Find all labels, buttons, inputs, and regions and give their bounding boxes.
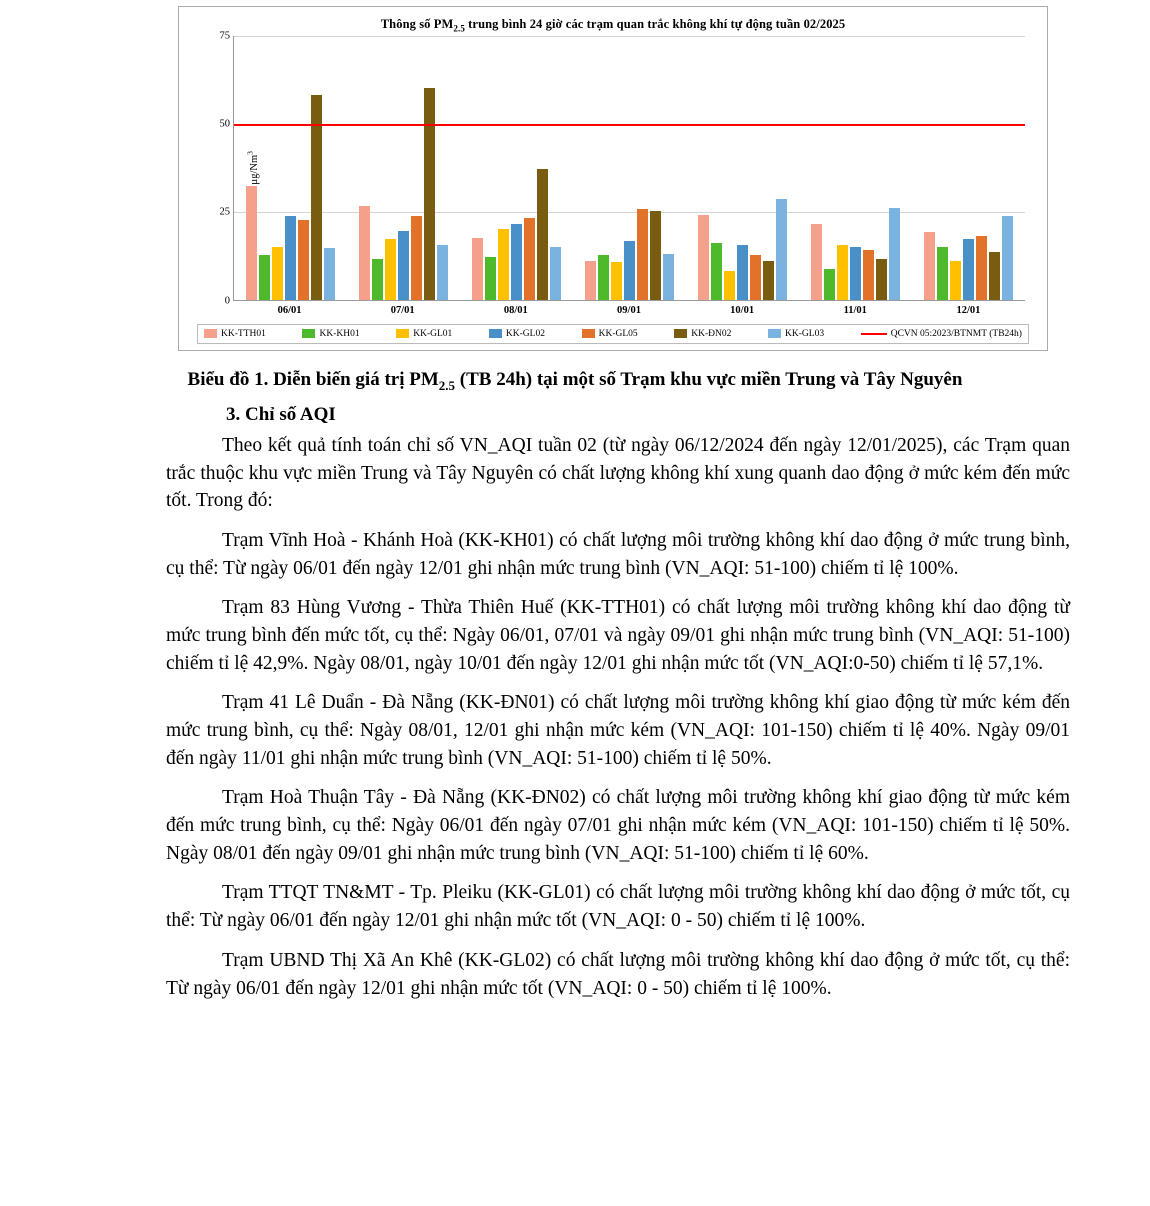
y-tick-label: 0	[224, 295, 230, 306]
chart-bar	[524, 218, 535, 299]
document-page	[0, 6, 1150, 1002]
chart-bar	[924, 232, 935, 299]
body-paragraph: Trạm TTQT TN&MT - Tp. Pleiku (KK-GL01) có chất lượng môi trường không khí dao động ở mức tốt, cụ thể: Từ ngày 06/01 đến ngày 12/01 ghi nhận mức tốt (VN_AQI: 0 - 50) chiếm tỉ lệ 100%.	[166, 882, 1070, 932]
body-paragraph: Trạm 41 Lê Duẩn - Đà Nẵng (KK-ĐN01) có chất lượng môi trường không khí giao động từ mức kém đến mức trung bình, cụ thể: Ngày 08/01, 12/01 ghi nhận mức kém (VN_AQI: 101-150) chiếm tỉ lệ 40%. Ngày 09/01 đến ngày 11/01 ghi nhận mức trung bình (VN_AQI: 51-100) chiếm tỉ lệ 50%.	[166, 692, 1070, 769]
chart-bar	[359, 206, 370, 300]
chart-bar	[698, 215, 709, 300]
chart-bar	[837, 245, 848, 300]
chart-bar-groups	[234, 36, 1025, 300]
chart-bar	[989, 252, 1000, 300]
legend-swatch	[768, 329, 781, 338]
chart-legend	[197, 324, 1029, 344]
legend-swatch	[396, 329, 409, 338]
chart-bar	[963, 239, 974, 299]
chart-bar	[550, 247, 561, 300]
figure-caption-suffix: (TB 24h) tại một số Trạm khu vực miền Trung và Tây Nguyên	[455, 368, 963, 390]
legend-label: KK-GL01	[413, 328, 453, 339]
bar-group	[573, 36, 686, 300]
x-axis-label: 10/01	[730, 304, 755, 316]
x-axis-label: 07/01	[390, 304, 415, 316]
chart-bar	[637, 209, 648, 299]
chart-bar	[585, 261, 596, 300]
chart-bar	[385, 239, 396, 299]
x-axis-label: 09/01	[617, 304, 641, 316]
legend-label: KK-GL05	[598, 328, 638, 339]
legend-label: KK-ĐN02	[691, 328, 732, 339]
figure-caption-subscript: 2.5	[438, 377, 456, 393]
chart-title-rest: trung bình 24 giờ các trạm quan trắc không khí tự động tuần 02/2025	[464, 17, 846, 31]
legend-item[interactable]	[489, 329, 545, 339]
x-axis-label: 06/01	[277, 304, 302, 316]
legend-label: KK-GL02	[505, 328, 545, 339]
chart-bar	[876, 259, 887, 300]
chart-bar	[246, 186, 257, 299]
y-tick-label: 25	[219, 206, 230, 218]
chart-bar	[889, 208, 900, 300]
chart-bar	[863, 250, 874, 299]
figure-caption-prefix: Biểu đồ 1. Diễn biến giá trị PM	[187, 368, 439, 390]
chart-bar	[424, 88, 435, 300]
chart-bar	[663, 254, 674, 300]
chart-bar	[624, 241, 635, 299]
chart-bar	[811, 224, 822, 300]
section-heading: 3. Chỉ số AQI	[226, 403, 336, 425]
legend-item[interactable]	[302, 329, 359, 339]
legend-item[interactable]	[582, 329, 638, 339]
chart-bar	[485, 257, 496, 299]
legend-item[interactable]	[768, 329, 824, 339]
chart-bar	[724, 271, 735, 299]
chart-bar	[537, 169, 548, 300]
chart-bar	[272, 247, 283, 300]
chart-title-subscript: 2.5	[453, 23, 465, 34]
legend-item[interactable]	[674, 329, 731, 339]
body-paragraph: Theo kết quả tính toán chỉ số VN_AQI tuần 02 (từ ngày 06/12/2024 đến ngày 12/01/2025), các Trạm quan trắc thuộc khu vực miền Trung và Tây Nguyên có chất lượng không khí xung quanh dao động ở mức kém đến mức tốt. Trong đó:	[166, 434, 1070, 512]
chart-bar	[950, 261, 961, 300]
chart-bar	[285, 216, 296, 299]
chart-title-main: Thông số PM	[380, 17, 454, 31]
y-axis-label-text: µg/Nm	[249, 154, 261, 185]
chart-title	[187, 17, 1039, 34]
figure-caption	[40, 367, 1110, 394]
chart-bar	[372, 259, 383, 300]
legend-swatch	[582, 329, 595, 338]
legend-swatch	[204, 329, 217, 338]
chart-bar	[750, 255, 761, 299]
legend-threshold-line	[861, 333, 887, 335]
legend-label: KK-KH01	[319, 328, 360, 339]
chart-bar	[776, 199, 787, 300]
chart-bar	[850, 247, 861, 300]
chart-bar	[650, 211, 661, 299]
chart-bar	[976, 236, 987, 300]
bar-group	[234, 36, 347, 300]
chart-plot-area	[219, 30, 1025, 306]
body-paragraph: Trạm Hoà Thuận Tây - Đà Nẵng (KK-ĐN02) có chất lượng môi trường không khí giao động từ mức kém đến mức trung bình, cụ thể: Ngày 06/01 đến ngày 07/01 ghi nhận mức kém (VN_AQI: 101-150) chiếm tỉ lệ 50%. Ngày 08/01 đến ngày 09/01 ghi nhận mức trung bình (VN_AQI: 51-100) chiếm tỉ lệ 60%.	[166, 787, 1070, 864]
legend-swatch	[302, 329, 315, 338]
body-paragraph: Trạm UBND Thị Xã An Khê (KK-GL02) có chất lượng môi trường không khí dao động ở mức tốt, cụ thể: Từ ngày 06/01 đến ngày 12/01 ghi nhận mức tốt (VN_AQI: 0 - 50) chiếm tỉ lệ 100%.	[166, 949, 1070, 999]
bar-group	[460, 36, 573, 300]
chart-bar	[472, 238, 483, 300]
legend-swatch	[674, 329, 687, 338]
chart-container	[178, 6, 1048, 351]
x-axis-label: 11/01	[843, 304, 867, 316]
y-tick-label: 75	[219, 30, 230, 41]
chart-bar	[511, 224, 522, 300]
legend-label: KK-GL03	[785, 328, 825, 339]
legend-threshold-label: QCVN 05:2023/BTNMT (TB24h)	[890, 328, 1022, 339]
chart-bar	[711, 243, 722, 300]
legend-item[interactable]	[204, 329, 266, 339]
y-axis-label-exponent: 3	[245, 150, 255, 155]
chart-bar	[259, 255, 270, 299]
chart-bar	[763, 261, 774, 300]
chart-x-axis-labels	[233, 305, 1025, 316]
chart-bar	[324, 248, 335, 299]
chart-bar	[498, 229, 509, 300]
x-axis-label: 08/01	[503, 304, 528, 316]
chart-bar	[298, 220, 309, 300]
threshold-line	[234, 124, 1025, 126]
legend-item-threshold[interactable]	[861, 329, 1022, 339]
bar-group	[347, 36, 460, 300]
legend-item[interactable]	[396, 329, 452, 339]
chart-bar	[611, 262, 622, 299]
body-paragraph: Trạm Vĩnh Hoà - Khánh Hoà (KK-KH01) có chất lượng môi trường không khí dao động ở mức trung bình, cụ thể: Từ ngày 06/01 đến ngày 12/01 ghi nhận mức trung bình (VN_AQI: 51-100) chiếm tỉ lệ 100%.	[166, 529, 1070, 579]
x-axis-label: 12/01	[956, 304, 981, 316]
chart-bar	[937, 247, 948, 300]
bar-group	[912, 36, 1025, 300]
chart-bar	[824, 269, 835, 299]
chart-bar	[437, 245, 448, 300]
legend-label: KK-TTH01	[221, 328, 266, 339]
y-tick-label: 50	[219, 118, 230, 130]
chart-bar	[398, 231, 409, 300]
document-body	[0, 432, 1150, 1002]
chart-bar	[598, 255, 609, 299]
chart-bar	[737, 245, 748, 300]
bar-group	[686, 36, 799, 300]
chart-bar	[1002, 216, 1013, 299]
body-paragraph: Trạm 83 Hùng Vương - Thừa Thiên Huế (KK-TTH01) có chất lượng môi trường không khí dao động từ mức trung bình đến mức tốt, cụ thể: Ngày 06/01, 07/01 và ngày 09/01 ghi nhận mức trung bình (VN_AQI: 51-100) chiếm tỉ lệ 42,9%. Ngày 08/01, ngày 10/01 đến ngày 12/01 ghi nhận mức tốt (VN_AQI:0-50) chiếm tỉ lệ 57,1%.	[166, 597, 1070, 674]
bar-group	[799, 36, 912, 300]
chart-bar	[411, 216, 422, 299]
legend-swatch	[489, 329, 502, 338]
